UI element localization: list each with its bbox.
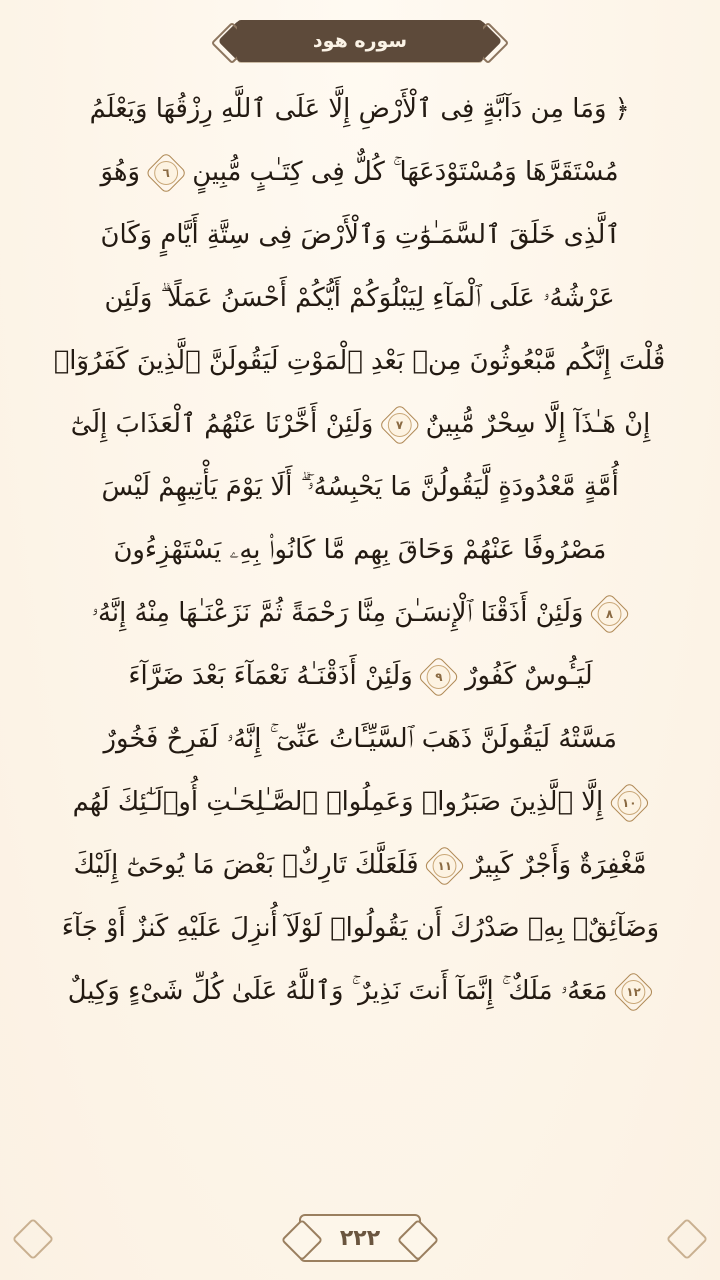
- quran-line-segment-tail: وَلَئِنْ أَذَقْنَا ٱلْإِنسَـٰنَ مِنَّا رَحْمَةً ثُمَّ نَزَعْنَـٰهَا مِنْهُ إِنَّهُۥ: [92, 598, 584, 628]
- quran-line[interactable]: [17, 960, 703, 1023]
- ayah-number-marker[interactable]: [424, 662, 454, 692]
- quran-line-segment-tail: إِلَّا ٱلَّذِينَ صَبَرُوا۟ وَعَمِلُوا۟ ٱلصَّـٰلِحَـٰتِ أُو۟لَـٰٓئِكَ لَهُم: [72, 787, 604, 817]
- ayah-number-marker[interactable]: [384, 410, 414, 440]
- quran-line-text: [71, 771, 649, 834]
- quran-line[interactable]: [17, 771, 703, 834]
- quran-line-text: [126, 645, 594, 708]
- quran-line[interactable]: [17, 204, 703, 267]
- quran-line[interactable]: [17, 708, 703, 771]
- surah-title[interactable]: سوره هود: [237, 20, 483, 62]
- quran-line[interactable]: [17, 456, 703, 519]
- quran-line[interactable]: [17, 519, 703, 582]
- quran-line[interactable]: [17, 330, 703, 393]
- surah-title-plaque-wrapper: [237, 20, 483, 62]
- quran-line-segment: إِنْ هَـٰذَآ إِلَّا سِحْرٌ مُّبِينٌ: [425, 409, 650, 439]
- ayah-number-marker[interactable]: [595, 599, 625, 629]
- quran-line[interactable]: [17, 897, 703, 960]
- ayah-number: ١٢: [626, 984, 642, 999]
- ayah-number: ١٠: [622, 795, 637, 810]
- quran-text-body: [17, 78, 703, 1196]
- page-number: ٢٢٢: [339, 1225, 381, 1251]
- quran-line-text: [72, 834, 649, 897]
- ayah-number-marker[interactable]: [152, 158, 182, 188]
- quran-line[interactable]: [17, 645, 703, 708]
- ayah-number: ٦: [162, 165, 171, 180]
- quran-line-text: عَرْشُهُۥ عَلَى ٱلْمَآءِ لِيَبْلُوَكُمْ أَيُّكُمْ أَحْسَنُ عَمَلًا ۗ وَلَئِن: [104, 283, 616, 313]
- quran-line-text: مَصْرُوفًا عَنْهُمْ وَحَاقَ بِهِم مَّا كَانُوا۟ بِهِۦ يَسْتَهْزِءُونَ: [113, 535, 607, 565]
- quran-line[interactable]: [17, 393, 703, 456]
- quran-line[interactable]: [17, 78, 703, 141]
- quran-line-text: أُمَّةٍ مَّعْدُودَةٍ لَّيَقُولُنَّ مَا يَحْبِسُهُۥٓ ۗ أَلَا يَوْمَ يَأْتِيهِمْ لَيْسَ: [101, 472, 619, 502]
- quran-line-segment: مُسْتَقَرَّهَا وَمُسْتَوْدَعَهَا ۚ كُلٌّ فِى كِتَـٰبٍ مُّبِينٍ: [192, 157, 620, 187]
- quran-line-text: ٱلَّذِى خَلَقَ ٱلسَّمَـٰوَٰتِ وَٱلْأَرْضَ فِى سِتَّةِ أَيَّامٍ وَكَانَ: [100, 220, 620, 250]
- page-footer: [0, 1196, 720, 1280]
- ayah-number: ٩: [434, 669, 443, 684]
- page-header: [0, 14, 720, 68]
- quran-line-text: وَضَآئِقٌۢ بِهِۦ صَدْرُكَ أَن يَقُولُوا۟ لَوْلَآ أُنزِلَ عَلَيْهِ كَنزٌ أَوْ جَآءَ: [61, 913, 659, 943]
- quran-line-segment: لَيَـُٔوسٌ كَفُورٌ: [464, 661, 593, 691]
- ayah-number: ١١: [437, 858, 452, 873]
- quran-line-text: قُلْتَ إِنَّكُم مَّبْعُوثُونَ مِنۢ بَعْدِ ٱلْمَوْتِ لَيَقُولَنَّ ٱلَّذِينَ كَفَرُوٓا۟: [54, 346, 666, 376]
- quran-line[interactable]: [17, 267, 703, 330]
- quran-line-segment-tail: فَلَعَلَّكَ تَارِكٌۢ بَعْضَ مَا يُوحَىٰٓ إِلَيْكَ: [73, 850, 419, 880]
- ayah-number-marker[interactable]: [430, 851, 460, 881]
- quran-line-segment-tail: وَهُوَ: [100, 157, 141, 187]
- quran-line[interactable]: [17, 582, 703, 645]
- quran-line-text: [66, 960, 654, 1023]
- quran-line-segment: مَعَهُۥ مَلَكٌ ۚ إِنَّمَآ أَنتَ نَذِيرٌ ۚ وَٱللَّهُ عَلَىٰ كُلِّ شَىْءٍ وَكِيلٌ: [68, 976, 608, 1006]
- quran-line-text: مَسَّتْهُ لَيَقُولَنَّ ذَهَبَ ٱلسَّيِّـَٔاتُ عَنِّىٓ ۚ إِنَّهُۥ لَفَرِحٌ فَخُورٌ: [103, 724, 617, 754]
- ayah-number: ٨: [606, 606, 614, 621]
- ayah-number: ٧: [395, 417, 403, 432]
- ayah-number-marker[interactable]: [614, 788, 644, 818]
- quran-line-segment-tail: وَلَئِنْ أَذَقْنَـٰهُ نَعْمَآءَ بَعْدَ ضَرَّآءَ: [127, 661, 413, 691]
- quran-line-text: [99, 141, 621, 204]
- quran-line-segment-tail: وَلَئِنْ أَخَّرْنَا عَنْهُمُ ٱلْعَذَابَ إِلَىٰٓ: [70, 409, 373, 439]
- quran-line-segment: مَّغْفِرَةٌ وَأَجْرٌ كَبِيرٌ: [470, 850, 647, 880]
- quran-line[interactable]: [17, 141, 703, 204]
- quran-line[interactable]: [17, 834, 703, 897]
- page-number-badge[interactable]: [299, 1214, 421, 1262]
- quran-line-text: ﴿ وَمَا مِن دَآبَّةٍ فِى ٱلْأَرْضِ إِلَّا عَلَى ٱللَّهِ رِزْقُهَا وَيَعْلَمُ: [89, 94, 631, 124]
- quran-line-text: [68, 393, 652, 456]
- quran-line-text: [90, 582, 630, 645]
- ayah-number-marker[interactable]: [619, 977, 649, 1007]
